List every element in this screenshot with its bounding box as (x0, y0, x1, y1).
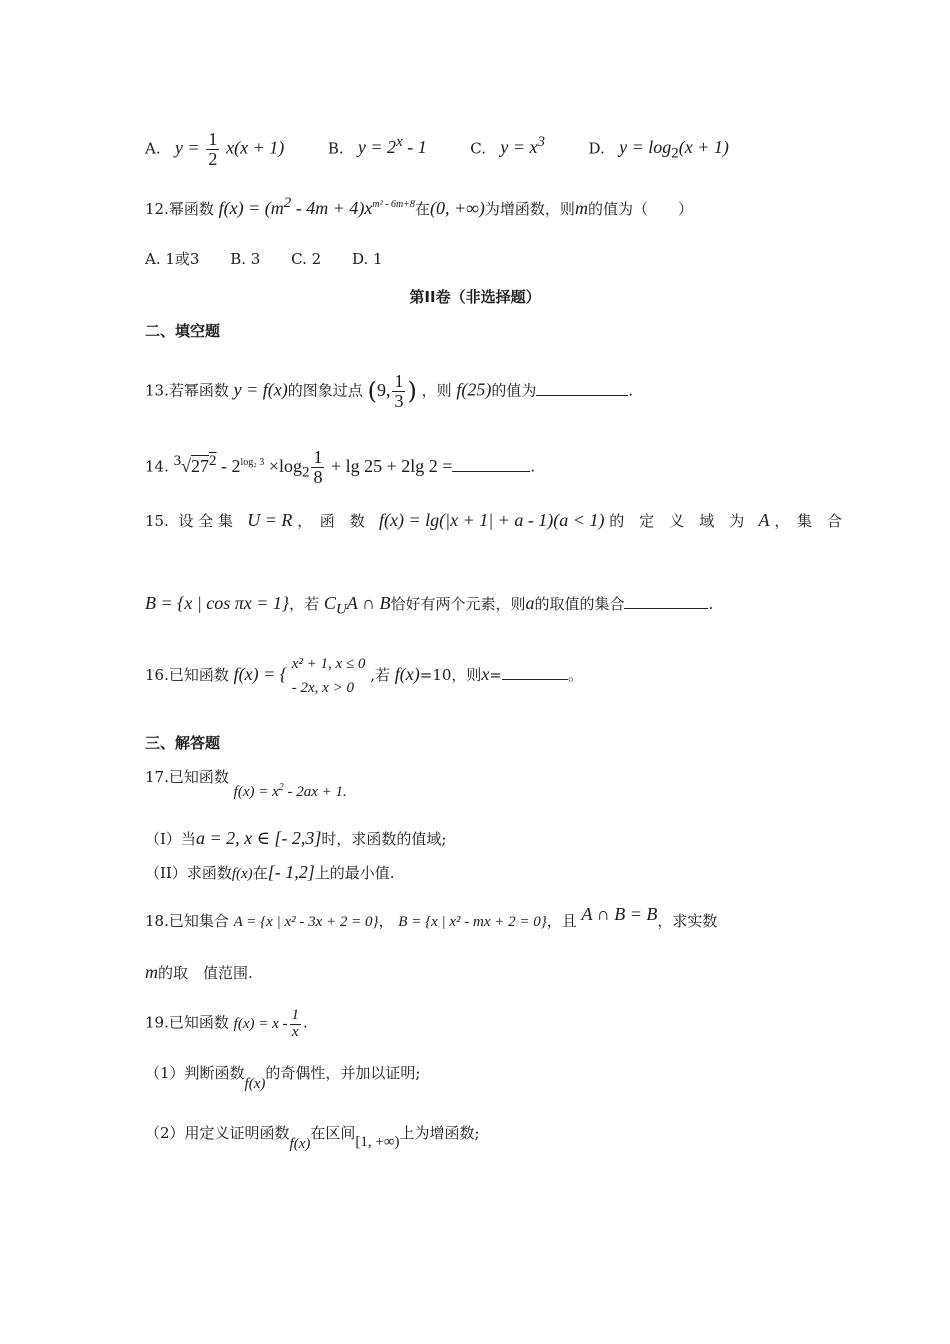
q12-interval: (0, +∞) (429, 198, 485, 218)
question-17-part-2: （II）求函数f(x)在[- 1,2]上的最小值. (145, 862, 395, 882)
answer-blank (502, 663, 568, 680)
option-b-expr: $y = 2^x - 1$ (357, 134, 427, 158)
q17-function: $f(x) = x^2 - 2ax + 1$. (233, 782, 347, 800)
option-a: A. 1或3 (145, 250, 200, 268)
q13-function: y = f(x) (233, 379, 288, 400)
q18-set-b: B = {x | x² - mx + 2 = 0} (398, 914, 547, 930)
answer-blank (624, 592, 708, 609)
question-18: 18.已知集合 A = {x | x² - 3x + 2 = 0}， B = {x | x² - mx + 2 = 0}，且 A ∩ B = B，求实数 (145, 904, 718, 930)
q12-options (145, 250, 383, 268)
section-heading-solutions: 三、解答题 (145, 734, 221, 752)
q15-function: f(x) = lg(|x + 1| + a - 1)(a < 1) (379, 510, 605, 530)
q19-function: f(x) = x - $\frac{1}{x}$ (233, 1007, 299, 1040)
q18-condition: A ∩ B = B (581, 904, 658, 924)
question-18-continued: m的取 值范围. (145, 962, 253, 982)
q16-function: f(x) = { (233, 664, 287, 684)
question-12: 12.幂函数 $f(x) = (m^2 - 4m + 4)x^{m^2 - 6m+8}$在(0, +∞)为增函数，则m的值为（ ） (145, 195, 693, 218)
q12-function: $f(x) = (m^2 - 4m + 4)x^{m^2 - 6m+8}$ (218, 195, 415, 218)
q19-interval: [1, +∞) (355, 1134, 400, 1150)
section-ii-title: 第II卷（非选择题） (409, 288, 541, 306)
q15-complement: $C_UA$ ∩ B (323, 593, 391, 618)
q13-point: 9, $\frac{1}{3}$ (376, 371, 404, 411)
q13-value: f(25) (456, 379, 492, 400)
question-16: 16.已知函数 f(x) = { x² + 1, x ≤ 0 - 2x, x > 0 ,若 f(x)=10，则x= 。 (145, 652, 583, 700)
q17-part2-interval: [- 1,2] (267, 862, 315, 882)
option-b-label: B. (327, 139, 344, 158)
q16-piecewise-cases: x² + 1, x ≤ 0 - 2x, x > 0 (291, 656, 366, 696)
option-d-label: D. (588, 139, 605, 158)
q15-set-b: B = {x | cos πx = 1} (145, 593, 290, 613)
q14-expression: $^3√27^2 - 2^{log_2 3} \times\log_2$ $\frac{1}{8}$ + lg 25 + 2lg 2 = (173, 447, 453, 487)
question-19: 19.已知函数 f(x) = x - $\frac{1}{x}$ . (145, 1007, 308, 1040)
option-d-expr: $y = \log_2(x + 1)$ (619, 137, 729, 162)
question-19-part-2: （2）用定义证明函数f(x)在区间[1, +∞)上为增函数; (145, 1124, 480, 1152)
question-19-part-1: （1）判断函数f(x)的奇偶性，并加以证明; (145, 1064, 421, 1092)
question-17: 17.已知函数 $f(x) = x^2 - 2ax + 1$. (145, 768, 347, 800)
option-b: B. 3 (230, 250, 261, 268)
q17-part1-condition: a = 2, x ∈ [- 2,3] (195, 828, 322, 848)
q15-universal-set: U = R (247, 510, 293, 530)
q18-set-a: A = {x | x² - 3x + 2 = 0} (233, 914, 379, 930)
question-13: 13.若幂函数 y = f(x)的图象过点 (9, $\frac{1}{3}$ ) ，则 f(25)的值为 . (145, 371, 634, 411)
option-c-label: C. (470, 139, 487, 158)
option-d: D. 1 (351, 250, 383, 268)
answer-blank (536, 379, 628, 396)
question-15-continued: B = {x | cos πx = 1}，若 $C_UA$ ∩ B恰好有两个元素，则a的取值的集合 . (145, 593, 714, 618)
option-a-expr: x(x + 1) (226, 137, 285, 158)
option-a-label: A. (145, 139, 161, 158)
section-heading-fill-blank: 二、填空题 (145, 322, 221, 340)
option-a-y: y = (174, 137, 200, 158)
option-c-expr: $y = x^3$ (500, 134, 545, 158)
option-c: C. 2 (291, 250, 322, 268)
question-14: 14. $^3√27^2 - 2^{log_2 3} \times\log_2$ $\frac{1}{8}$ + lg 25 + 2lg 2 = . (145, 447, 536, 487)
answer-blank (452, 455, 530, 472)
question-17-part-1: （I）当a = 2, x ∈ [- 2,3]时，求函数的值域; (145, 828, 447, 848)
question-number: 12. (145, 200, 169, 218)
option-a-fraction: $\frac{1}{2}$ (208, 129, 218, 169)
question-15: 15. 设 全 集 U = R ， 函 数 f(x) = lg(|x + 1| + a - 1)(a < 1) 的 定 义 域 为 A ， 集 合 (145, 510, 842, 530)
q11-options (145, 130, 729, 169)
